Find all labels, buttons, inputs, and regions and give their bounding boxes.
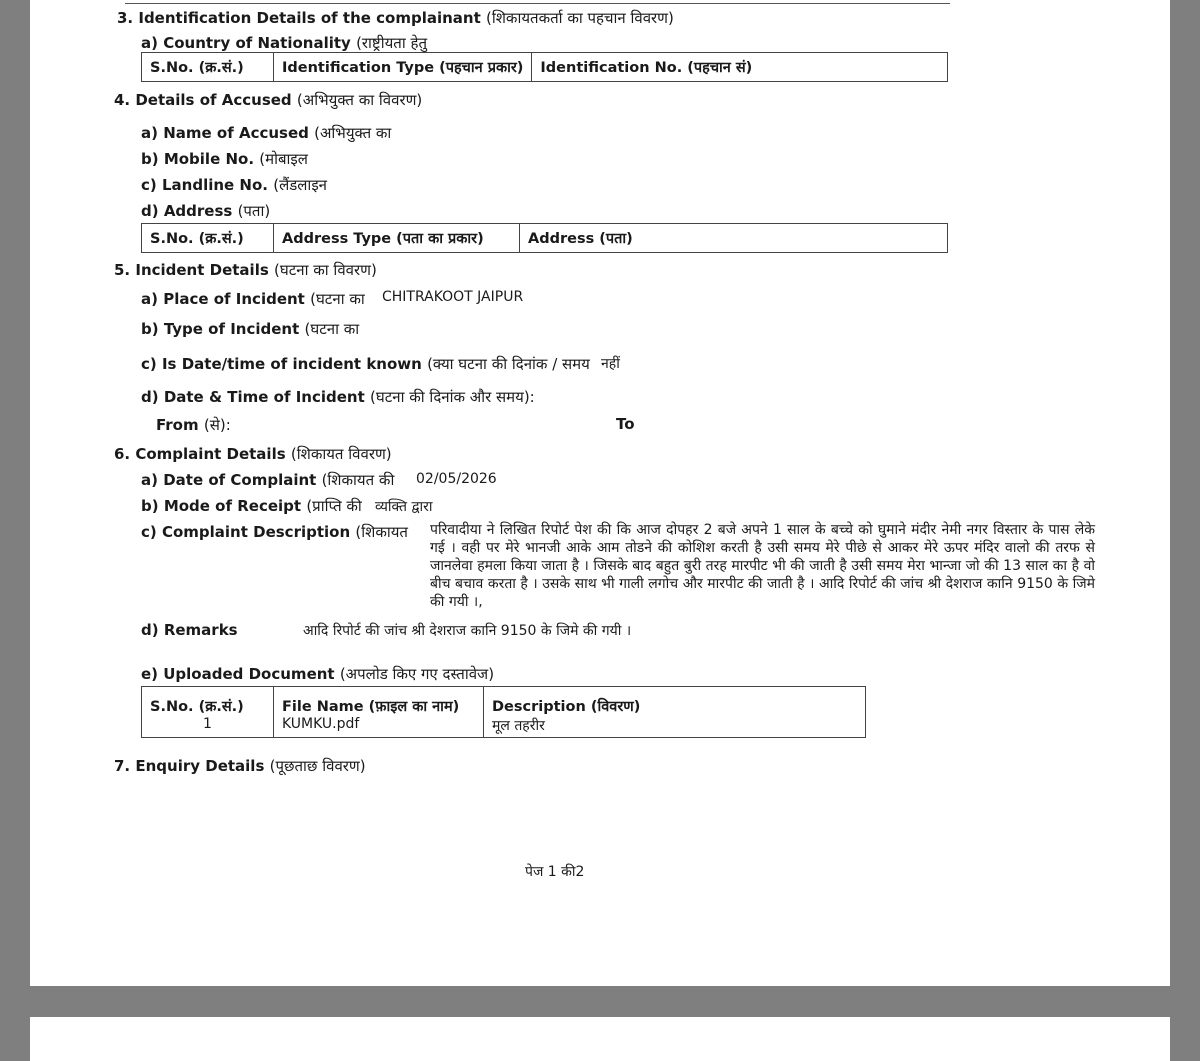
accused-address-field <box>141 201 270 221</box>
incident-type-label-hindi: (घटना का <box>304 320 360 338</box>
accused-name-label: a) Name of Accused <box>141 124 309 142</box>
incident-known-label-hindi: (क्या घटना की दिनांक / समय <box>427 355 590 373</box>
uploaded-doc-table-header <box>142 687 866 717</box>
section4-title: 4. Details of Accused <box>114 91 292 109</box>
section4-heading <box>114 90 422 110</box>
accused-mobile-label-hindi: (मोबाइल <box>259 150 308 168</box>
accused-landline-label-hindi: (लैंडलाइन <box>273 176 328 194</box>
doc-row-sno: 1 <box>142 716 274 738</box>
accused-landline-label: c) Landline No. <box>141 176 268 194</box>
uploaded-doc-label: e) Uploaded Document <box>141 665 335 683</box>
uploaded-doc-field <box>141 664 494 684</box>
address-header-sno: S.No. (क्र.सं.) <box>142 224 274 253</box>
doc-row-file[interactable]: KUMKU.pdf <box>274 716 484 738</box>
receipt-mode-field <box>141 496 362 516</box>
complaint-date-value: 02/05/2026 <box>416 471 497 487</box>
section3-title-hindi: (शिकायतकर्ता का पहचान विवरण) <box>486 9 674 27</box>
accused-address-label: d) Address <box>141 202 233 220</box>
section5-title: 5. Incident Details <box>114 261 269 279</box>
section7-heading <box>114 756 366 776</box>
identification-table-header <box>142 53 948 82</box>
incident-datetime-field <box>141 387 535 407</box>
accused-mobile-field <box>141 149 308 169</box>
table-row <box>142 716 866 738</box>
section3-heading <box>117 8 674 28</box>
page-number: पेज 1 की2 <box>525 864 585 880</box>
receipt-mode-label-hindi: (प्राप्ति की <box>306 497 362 515</box>
id-header-type: Identification Type (पहचान प्रकार) <box>274 53 532 82</box>
accused-name-field <box>141 123 391 143</box>
incident-from-field <box>156 415 231 435</box>
address-header-address: Address (पता) <box>520 224 948 253</box>
accused-mobile-label: b) Mobile No. <box>141 150 255 168</box>
incident-place-label-hindi: (घटना का <box>310 290 365 308</box>
complaint-date-label: a) Date of Complaint <box>141 471 317 489</box>
doc-row-description: मूल तहरीर <box>484 716 866 738</box>
remarks-value: आदि रिपोर्ट की जांच श्री देशराज कानि 9150 के जिमे की गयी । <box>303 623 632 639</box>
incident-type-label: b) Type of Incident <box>141 320 300 338</box>
accused-landline-field <box>141 175 327 195</box>
doc-header-description: Description (विवरण) <box>484 687 866 717</box>
complaint-desc-label-hindi: (शिकायत <box>355 523 408 541</box>
doc-header-sno: S.No. (क्र.सं.) <box>142 687 274 717</box>
complaint-desc-field <box>141 522 408 542</box>
incident-place-label: a) Place of Incident <box>141 290 305 308</box>
receipt-mode-label: b) Mode of Receipt <box>141 497 302 515</box>
address-table-header <box>142 224 948 253</box>
nationality-label-hindi: (राष्ट्रीयता हेतु <box>356 34 427 52</box>
identification-table <box>141 52 948 82</box>
incident-to-label: To <box>616 415 635 433</box>
address-header-type: Address Type (पता का प्रकार) <box>274 224 520 253</box>
document-page <box>30 0 1170 986</box>
id-header-number: Identification No. (पहचान सं) <box>532 53 948 82</box>
section6-title-hindi: (शिकायत विवरण) <box>290 445 392 463</box>
complaint-date-field <box>141 470 394 490</box>
section6-title: 6. Complaint Details <box>114 445 286 463</box>
id-header-sno: S.No. (क्र.सं.) <box>142 53 274 82</box>
incident-from-label: From <box>156 416 199 434</box>
incident-place-field <box>141 289 365 309</box>
incident-datetime-label: d) Date & Time of Incident <box>141 388 365 406</box>
nationality-field <box>141 33 427 53</box>
section5-heading <box>114 260 377 280</box>
incident-known-label: c) Is Date/time of incident known <box>141 355 422 373</box>
complaint-date-label-hindi: (शिकायत की <box>321 471 395 489</box>
next-page <box>30 1017 1170 1061</box>
incident-from-label-hindi: (से): <box>203 416 231 434</box>
incident-type-field <box>141 319 359 339</box>
section3-title: 3. Identification Details of the complainant <box>117 9 481 27</box>
section6-heading <box>114 444 392 464</box>
previous-table-edge <box>125 0 950 4</box>
receipt-mode-value: व्यक्ति द्वारा <box>375 499 433 515</box>
incident-known-value: नहीं <box>601 356 620 372</box>
incident-place-value: CHITRAKOOT JAIPUR <box>382 289 524 305</box>
remarks-label: d) Remarks <box>141 621 238 639</box>
section7-title: 7. Enquiry Details <box>114 757 265 775</box>
incident-known-field <box>141 354 590 374</box>
accused-name-label-hindi: (अभियुक्त का <box>314 124 392 142</box>
uploaded-doc-table <box>141 686 866 738</box>
section5-title-hindi: (घटना का विवरण) <box>274 261 377 279</box>
address-table <box>141 223 948 253</box>
uploaded-doc-label-hindi: (अपलोड किए गए दस्तावेज) <box>339 665 495 683</box>
nationality-label: a) Country of Nationality <box>141 34 351 52</box>
section7-title-hindi: (पूछताछ विवरण) <box>269 757 366 775</box>
accused-address-label-hindi: (पता) <box>237 202 271 220</box>
doc-header-file: File Name (फ़ाइल का नाम) <box>274 687 484 717</box>
incident-datetime-label-hindi: (घटना की दिनांक और समय): <box>370 388 535 406</box>
complaint-desc-value: परिवादीया ने लिखित रिपोर्ट पेश की कि आज दोपहर 2 बजे अपने 1 साल के बच्चे को घुमाने मंदीर नेमी नगर विस्तार के पास लेके गई । वही पर मेरे भानजी आके आम तोडने की कोशिश करती है उसी समय मेरे पीछे से आकर मेरे ऊपर मंदिर वालो की तरफ से जानलेवा हमला किया जाता है । जिसके बाद बहुत बुरी तरह मारपीट भी की जाती है उसी समय मेरा भान्जा जो की 13 साल का है वो बीच बचाव करता है । उसके साथ भी गाली लगोच और मारपीट की जाती है । आदि रिपोर्ट की जांच श्री देशराज कानि 9150 के जिमे की गयी ।, <box>430 522 1095 610</box>
section4-title-hindi: (अभियुक्त का विवरण) <box>296 91 423 109</box>
complaint-desc-label: c) Complaint Description <box>141 523 351 541</box>
